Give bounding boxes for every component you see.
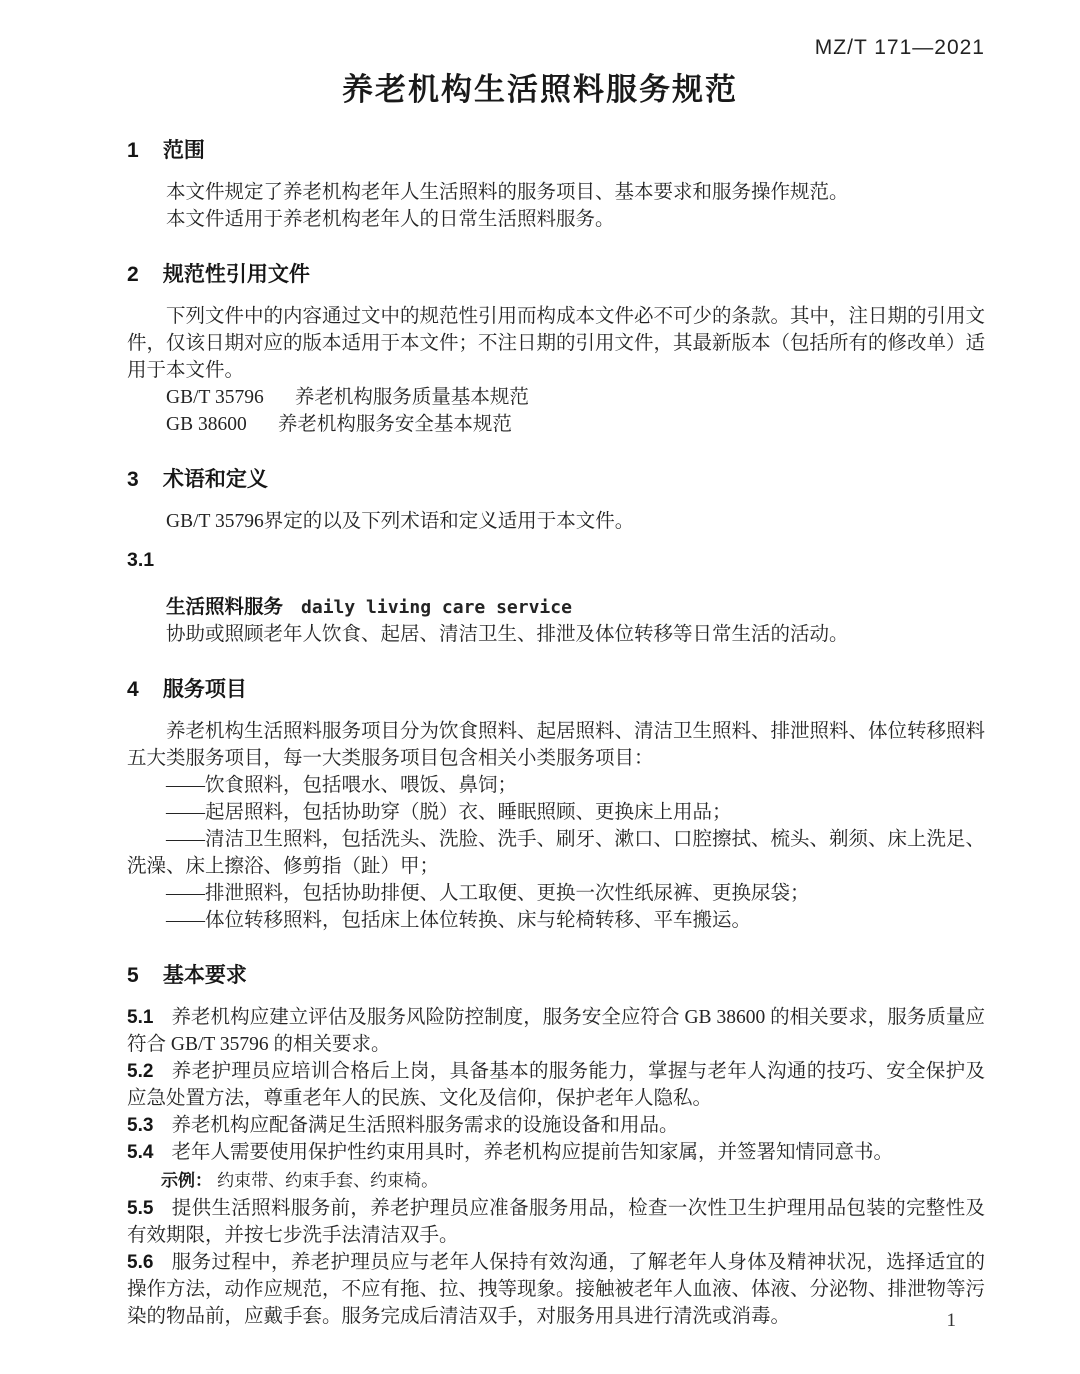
clause-number: 5.5 [127,1198,154,1219]
term-en: daily living care service [301,597,572,618]
section-4-heading [127,674,985,706]
service-list-item: ——起居照料，包括协助穿（脱）衣、睡眠照顾、更换床上用品； [166,802,732,823]
service-list-item: ——体位转移照料，包括床上体位转换、床与轮椅转移、平车搬运。 [166,910,752,931]
clause-text: 养老机构应建立评估及服务风险防控制度，服务安全应符合 GB 38600 的相关要求，服务质量应符合 GB/T 35796 的相关要求。 [127,1007,985,1055]
section-2-title: 规范性引用文件 [162,263,310,286]
term-zh: 生活照料服务 [166,596,284,618]
document-body [0,135,1080,1330]
clause-5-5 [127,1195,985,1249]
normative-reference [127,411,985,438]
section-5-title: 基本要求 [162,964,247,987]
normative-reference [127,384,985,411]
section-5-number: 5 [127,964,139,987]
section-2-paragraph: 下列文件中的内容通过文中的规范性引用而构成本文件必不可少的条款。其中，注日期的引用文件，仅该日期对应的版本适用于本文件；不注日期的引用文件，其最新版本（包括所有的修改单）适用于本文件。 [127,306,986,381]
example-label: 示例： [161,1171,212,1190]
clause-text: 老年人需要使用保护性约束用具时，养老机构应提前告知家属，并签署知情同意书。 [171,1142,893,1163]
reference-code: GB 38600 [166,414,247,435]
clause-number: 5.1 [127,1007,154,1028]
section-3-number: 3 [127,468,139,491]
section-3-title: 术语和定义 [162,468,268,491]
reference-title: 养老机构服务安全基本规范 [277,414,512,435]
term-number: 3.1 [127,549,155,571]
section-2-heading [127,259,985,291]
section-2-number: 2 [127,263,139,286]
term-entry [127,594,985,621]
example-note [127,1169,985,1192]
clause-number: 5.6 [127,1252,154,1273]
clause-number: 5.4 [127,1142,154,1163]
service-list-item: ——排泄照料，包括协助排便、人工取便、更换一次性纸尿裤、更换尿袋； [166,883,810,904]
page-title: 养老机构生活照料服务规范 [342,72,738,107]
section-1-heading [127,135,985,167]
example-text: 约束带、约束手套、约束椅。 [217,1171,439,1190]
section-3-paragraph: GB/T 35796界定的以及下列术语和定义适用于本文件。 [166,511,635,532]
page-number: 1 [946,1310,956,1331]
reference-code: GB/T 35796 [166,387,264,408]
clause-text: 养老机构应配备满足生活照料服务需求的设施设备和用品。 [171,1115,679,1136]
standard-number: MZ/T 171—2021 [814,36,985,59]
clause-number: 5.2 [127,1061,154,1082]
section-4-title: 服务项目 [162,678,247,701]
clause-text: 服务过程中，养老护理员应与老年人保持有效沟通，了解老年人身体及精神状况，选择适宜的操作方法，动作应规范，不应有拖、拉、拽等现象。接触被老年人血液、体液、分泌物、排泄物等污染的物品前，应戴手套。服务完成后清洁双手，对服务用具进行清洗或消毒。 [127,1252,986,1327]
section-4-paragraph: 养老机构生活照料服务项目分为饮食照料、起居照料、清洁卫生照料、排泄照料、体位转移照料五大类服务项目，每一大类服务项目包含相关小类服务项目： [127,721,986,769]
clause-5-1 [127,1004,985,1058]
service-list-item: ——清洁卫生照料，包括洗头、洗脸、洗手、刷牙、漱口、口腔擦拭、梳头、剃须、床上洗足、洗澡、床上擦浴、修剪指（趾）甲； [127,829,986,877]
clause-text: 养老护理员应培训合格后上岗，具备基本的服务能力，掌握与老年人沟通的技巧、安全保护及应急处置方法，尊重老年人的民族、文化及信仰，保护老年人隐私。 [127,1061,985,1109]
reference-title: 养老机构服务质量基本规范 [294,387,529,408]
clause-5-6 [127,1249,985,1330]
section-1-paragraph: 本文件适用于养老机构老年人的日常生活照料服务。 [166,209,615,230]
clause-5-3 [127,1112,985,1139]
section-1-number: 1 [127,139,139,162]
section-1-title: 范围 [162,139,205,162]
section-1-paragraph: 本文件规定了养老机构老年人生活照料的服务项目、基本要求和服务操作规范。 [166,182,849,203]
section-5-heading [127,960,985,992]
clause-5-4 [127,1139,985,1166]
clause-number: 5.3 [127,1115,154,1136]
section-3-heading [127,464,985,496]
clause-text: 提供生活照料服务前，养老护理员应准备服务用品，检查一次性卫生护理用品包装的完整性及有效期限，并按七步洗手法清洁双手。 [127,1198,985,1246]
service-list-item: ——饮食照料，包括喂水、喂饭、鼻饲； [166,775,518,796]
section-4-number: 4 [127,678,139,701]
term-definition: 协助或照顾老年人饮食、起居、清洁卫生、排泄及体位转移等日常生活的活动。 [166,624,849,645]
clause-5-2 [127,1058,985,1112]
